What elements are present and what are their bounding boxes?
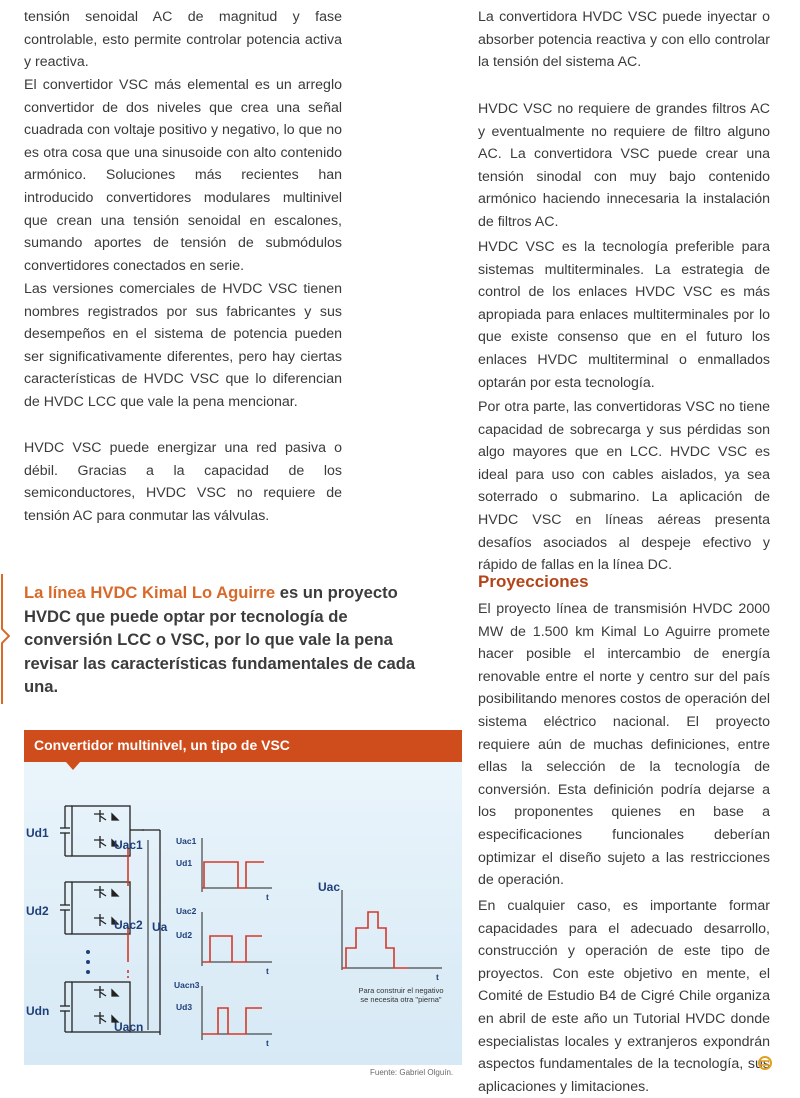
section-heading: Proyecciones <box>478 572 589 591</box>
left-paragraph-2: El convertidor VSC más elemental es un arreglo convertidor de dos niveles que crea una señal cuadrada con voltaje positivo y negativo, lo que no es otra cosa que una sinusoide con alto contenido armónico. Soluciones más recientes han introducido convertidores modulares multinivel que crean una tensión senoidal en escalones, sumando aportes de tensión de submódulos convertidores conectados en serie. <box>24 77 342 274</box>
right-paragraph-4: Por otra parte, las convertidoras VSC no tiene capacidad de sobrecarga y sus pérdidas son algo mayores que en LCC. HVDC VSC es ideal para uso con cables aislados, ya sea soterrado o submarino. La aplicación de HVDC VSC en líneas aéreas presenta desafíos asociados al despeje efectivo y rápido de fallas en la línea DC. <box>478 399 770 574</box>
label-g-uac2: Uac2 <box>176 906 197 916</box>
transistor-nb <box>94 1012 106 1024</box>
figure-box <box>24 730 462 1065</box>
figure-source: Fuente: Gabriel Olguín. <box>370 1068 454 1077</box>
label-udn: Udn <box>26 1004 50 1018</box>
pull-quote-highlight: La línea HVDC Kimal Lo Aguirre <box>24 583 276 602</box>
label-uacn: Uacn <box>114 1020 144 1034</box>
ellipsis-dots <box>86 950 90 974</box>
wave-uac2 <box>202 936 262 962</box>
circuit <box>60 806 160 1035</box>
label-ua: Ua <box>152 920 168 934</box>
label-g-ud3: Ud3 <box>176 1002 193 1012</box>
label-t-2: t <box>266 966 269 976</box>
section-paragraph-1: El proyecto línea de transmisión HVDC 2000 MW de 1.500 km Kimal Lo Aguirre promete hacer posible el intercambio de energía renovable entre el norte y centro sur del país posibilitando menores costos de operación del sistema eléctrico nacional. El proyecto requiere aún de muchas definiciones, entre ellas la selección de la tecnología de conversión. Esta definición podría dejarse a los proponentes quienes en base a especificaciones funcionales deberían optimizar el diseño sujeto a las restricciones de operación. <box>478 601 770 889</box>
left-paragraph-1: tensión senoidal AC de magnitud y fase controlable, esto permite controlar potencia activa y reactiva. <box>24 9 342 71</box>
transistor-2a <box>94 886 106 898</box>
label-ud1: Ud1 <box>26 826 49 840</box>
diode-2a <box>112 890 118 896</box>
figure-title: Convertidor multinivel, un tipo de VSC <box>34 737 290 753</box>
label-uac: Uac <box>318 880 341 894</box>
label-g-ud2: Ud2 <box>176 930 193 940</box>
label-uac2: Uac2 <box>114 918 143 932</box>
transistor-na <box>94 986 106 998</box>
wave-uac1 <box>202 862 264 888</box>
pull-quote-text: es un proyecto HVDC que puede optar por tecnología de conversión LCC o VSC, por lo que vale la pena revisar las características fundamentales de cada una. <box>24 583 416 696</box>
end-mark-icon <box>758 1056 772 1070</box>
label-t-3: t <box>266 1038 269 1048</box>
diode-na <box>112 990 118 996</box>
quote-marker-icon <box>0 574 10 704</box>
figure-note: Para construir el negativo se necesita otra "pierna" <box>358 986 444 1004</box>
wave-uacn <box>202 1008 262 1034</box>
label-t-4: t <box>436 972 439 982</box>
transistor-1a <box>94 810 106 822</box>
label-g-uacn: Uacn3 <box>174 980 200 990</box>
label-uac1: Uac1 <box>114 838 143 852</box>
left-paragraph-4: HVDC VSC puede energizar una red pasiva o débil. Gracias a la capacidad de los semiconductores, HVDC VSC no requiere de tensión AC para conmutar las válvulas. <box>24 440 342 524</box>
right-paragraph-3: HVDC VSC es la tecnología preferible para sistemas multiterminales. La estrategia de control de los enlaces HVDC VSC es más apropiada para enlaces multiterminales por lo que existe consenso que en el futuro los enlaces HVDC multiterminal o enmallados optarán por esta tecnología. <box>478 239 770 391</box>
right-paragraph-1: La convertidora HVDC VSC puede inyectar o absorber potencia reactiva y con ello controlar la tensión del sistema AC. <box>478 9 770 71</box>
label-ud2: Ud2 <box>26 904 49 918</box>
diode-1a <box>112 814 118 820</box>
transistor-2b <box>94 914 106 926</box>
multilevel-converter-diagram <box>24 730 462 1065</box>
pull-quote <box>24 581 434 699</box>
label-g-uac1: Uac1 <box>176 836 197 846</box>
left-paragraph-3: Las versiones comerciales de HVDC VSC tienen nombres registrados por sus fabricantes y sus desempeños en el sistema de potencia pueden ser significativamente diferentes, pero hay ciertas características de HVDC VSC que lo diferencian de HVDC LCC que vale la pena mencionar. <box>24 281 342 410</box>
right-paragraph-2: HVDC VSC no requiere de grandes filtros AC y eventualmente no requiere de filtro alguno AC. La convertidora VSC puede crear una tensión sinodal con muy bajo contenido armónico haciendo innecesaria la instalación de filtros AC. <box>478 101 770 230</box>
label-t-1: t <box>266 892 269 902</box>
transistor-1b <box>94 836 106 848</box>
section-paragraph-2: En cualquier caso, es importante formar capacidades para el adecuado desarrollo, construcción y operación de este tipo de proyectos. Con este objetivo en mente, el Comité de Estudio B4 de Cigré Chile organiza en abril de este año un Tutorial HVDC donde especialistas locales y extranjeros expondrán aspectos fundamentales de la tecnología, sus aplicaciones y limitaciones. <box>478 898 770 1095</box>
wave-uac-sum <box>342 912 408 968</box>
label-g-ud1: Ud1 <box>176 858 193 868</box>
